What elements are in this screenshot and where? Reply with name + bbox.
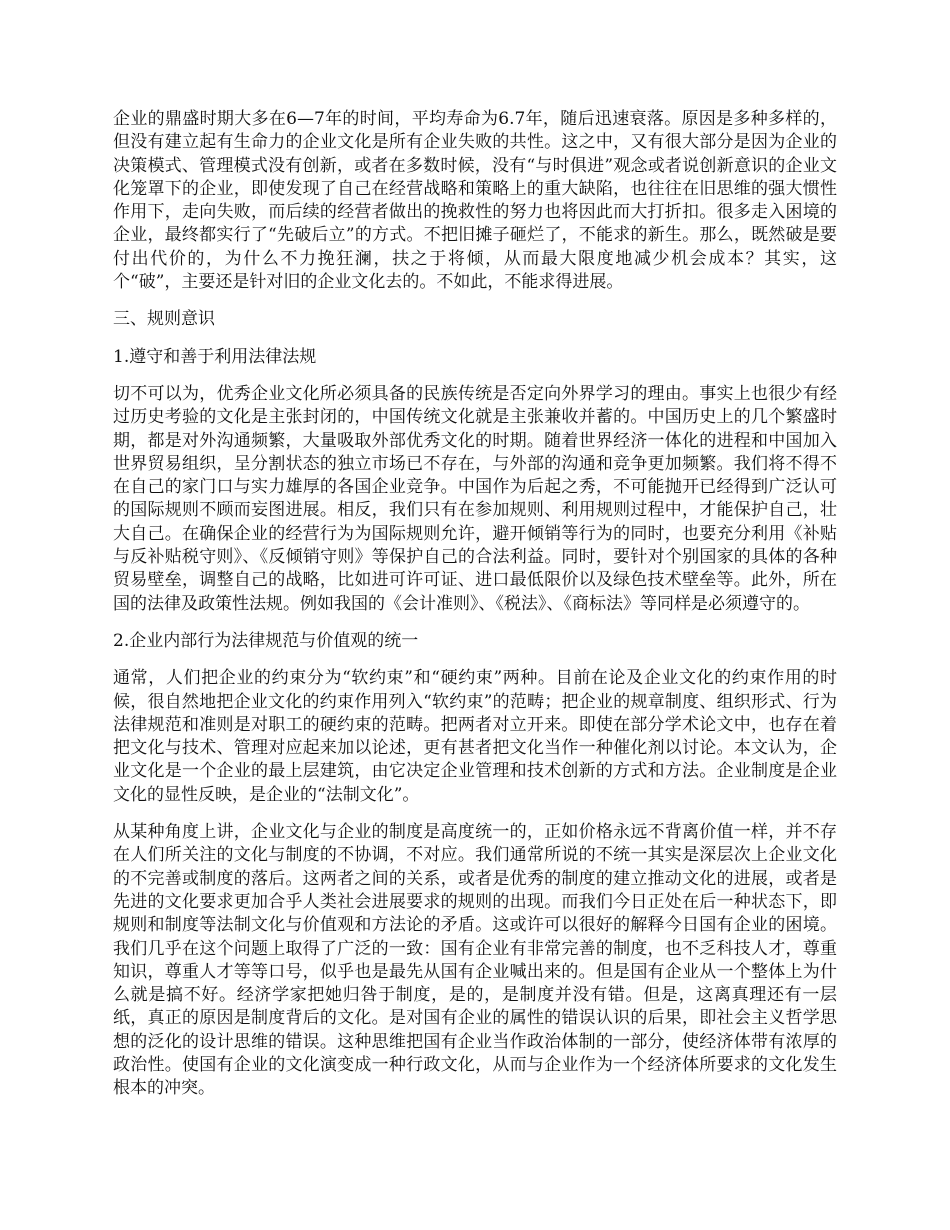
paragraph-constraints: 通常，人们把企业的约束分为“软约束”和“硬约束”两种。目前在论及企业文化的约束作用的时候，很自然地把企业文化的约束作用列入“软约束”的范畴；把企业的规章制度、组织形式、行为法律规范和准则是对职工的硬约束的范畴。把两者对立开来。即使在部分学术论文中，也存在着把文化与技术、管理对应起来加以论述，更有甚者把文化当作一种催化剂以讨论。本文认为，企业文化是一个企业的最上层建筑，由它决定企业管理和技术创新的方式和方法。企业制度是企业文化的显性反映，是企业的“法制文化”。: [113, 668, 837, 805]
subsection-heading-laws: 1.遵守和善于利用法律法规: [113, 346, 317, 367]
subsection-heading-values: 2.企业内部行为法律规范与价值观的统一: [113, 630, 419, 651]
paragraph-culture-system: 从某种角度上讲，企业文化与企业的制度是高度统一的，正如价格永远不背离价值一样，并不存在人们所关注的文化与制度的不协调，不对应。我们通常所说的不统一其实是深层次上企业文化的不完善或制度的落后。这两者之间的关系，或者是优秀的制度的建立推动文化的进展，或者是先进的文化要求更加合乎人类社会进展要求的规则的出现。而我们今日正处在后一种状态下，即规则和制度等法制文化与价值观和方法论的矛盾。这或许可以很好的解释今日国有企业的困境。我们几乎在这个问题上取得了广泛的一致：国有企业有非常完善的制度，也不乏科技人才，尊重知识，尊重人才等等口号，似乎也是最先从国有企业喊出来的。但是国有企业从一个整体上为什么就是搞不好。经济学家把她归咎于制度，是的，是制度并没有错。但是，这离真理还有一层纸，真正的原因是制度背后的文化。是对国有企业的属性的错误认识的后果，即社会主义哲学思想的泛化的设计思维的错误。这种思维把国有企业当作政治体制的一部分，使经济体带有浓厚的政治性。使国有企业的文化演变成一种行政文化，从而与企业作为一个经济体所要求的文化发生根本的冲突。: [113, 822, 837, 1099]
section-heading-rule-awareness: 三、规则意识: [113, 309, 215, 330]
document-page: [113, 108, 837, 1115]
paragraph-laws: 切不可以为，优秀企业文化所必须具备的民族传统是否定向外界学习的理由。事实上也很少有经过历史考验的文化是主张封闭的，中国传统文化就是主张兼收并蓄的。中国历史上的几个繁盛时期，都是对外沟通频繁，大量吸取外部优秀文化的时期。随着世界经济一体化的进程和中国加入世界贸易组织，呈分割状态的独立市场已不存在，与外部的沟通和竞争更加频繁。我们将不得不在自己的家门口与实力雄厚的各国企业竞争。中国作为后起之秀，不可能抛开已经得到广泛认可的国际规则不顾而妄图进展。相反，我们只有在参加规则、利用规则过程中，才能保护自己，壮大自己。在确保企业的经营行为为国际规则允许，避开倾销等行为的同时，也要充分利用《补贴与反补贴税守则》、《反倾销守则》等保护自己的合法利益。同时，要针对个别国家的具体的各种贸易壁垒，调整自己的战略，比如进可许可证、进口最低限价以及绿色技术壁垒等。此外，所在国的法律及政策性法规。例如我国的《会计准则》、《税法》、《商标法》等同样是必须遵守的。: [113, 383, 837, 614]
paragraph-intro: 企业的鼎盛时期大多在6—7年的时间，平均寿命为6.7年，随后迅速衰落。原因是多种多样的，但没有建立起有生命力的企业文化是所有企业失败的共性。这之中，又有很大部分是因为企业的决策模式、管理模式没有创新，或者在多数时候，没有“与时俱进”观念或者说创新意识的企业文化笼罩下的企业，即使发现了自己在经营战略和策略上的重大缺陷，也往往在旧思维的强大惯性作用下，走向失败，而后续的经营者做出的挽救性的努力也将因此而大打折扣。很多走入困境的企业，最终都实行了“先破后立”的方式。不把旧摊子砸烂了，不能求的新生。那么，既然破是要付出代价的，为什么不力挽狂澜，扶之于将倾，从而最大限度地减少机会成本？其实，这个“破”，主要还是针对旧的企业文化去的。不如此，不能求得进展。: [113, 109, 837, 293]
